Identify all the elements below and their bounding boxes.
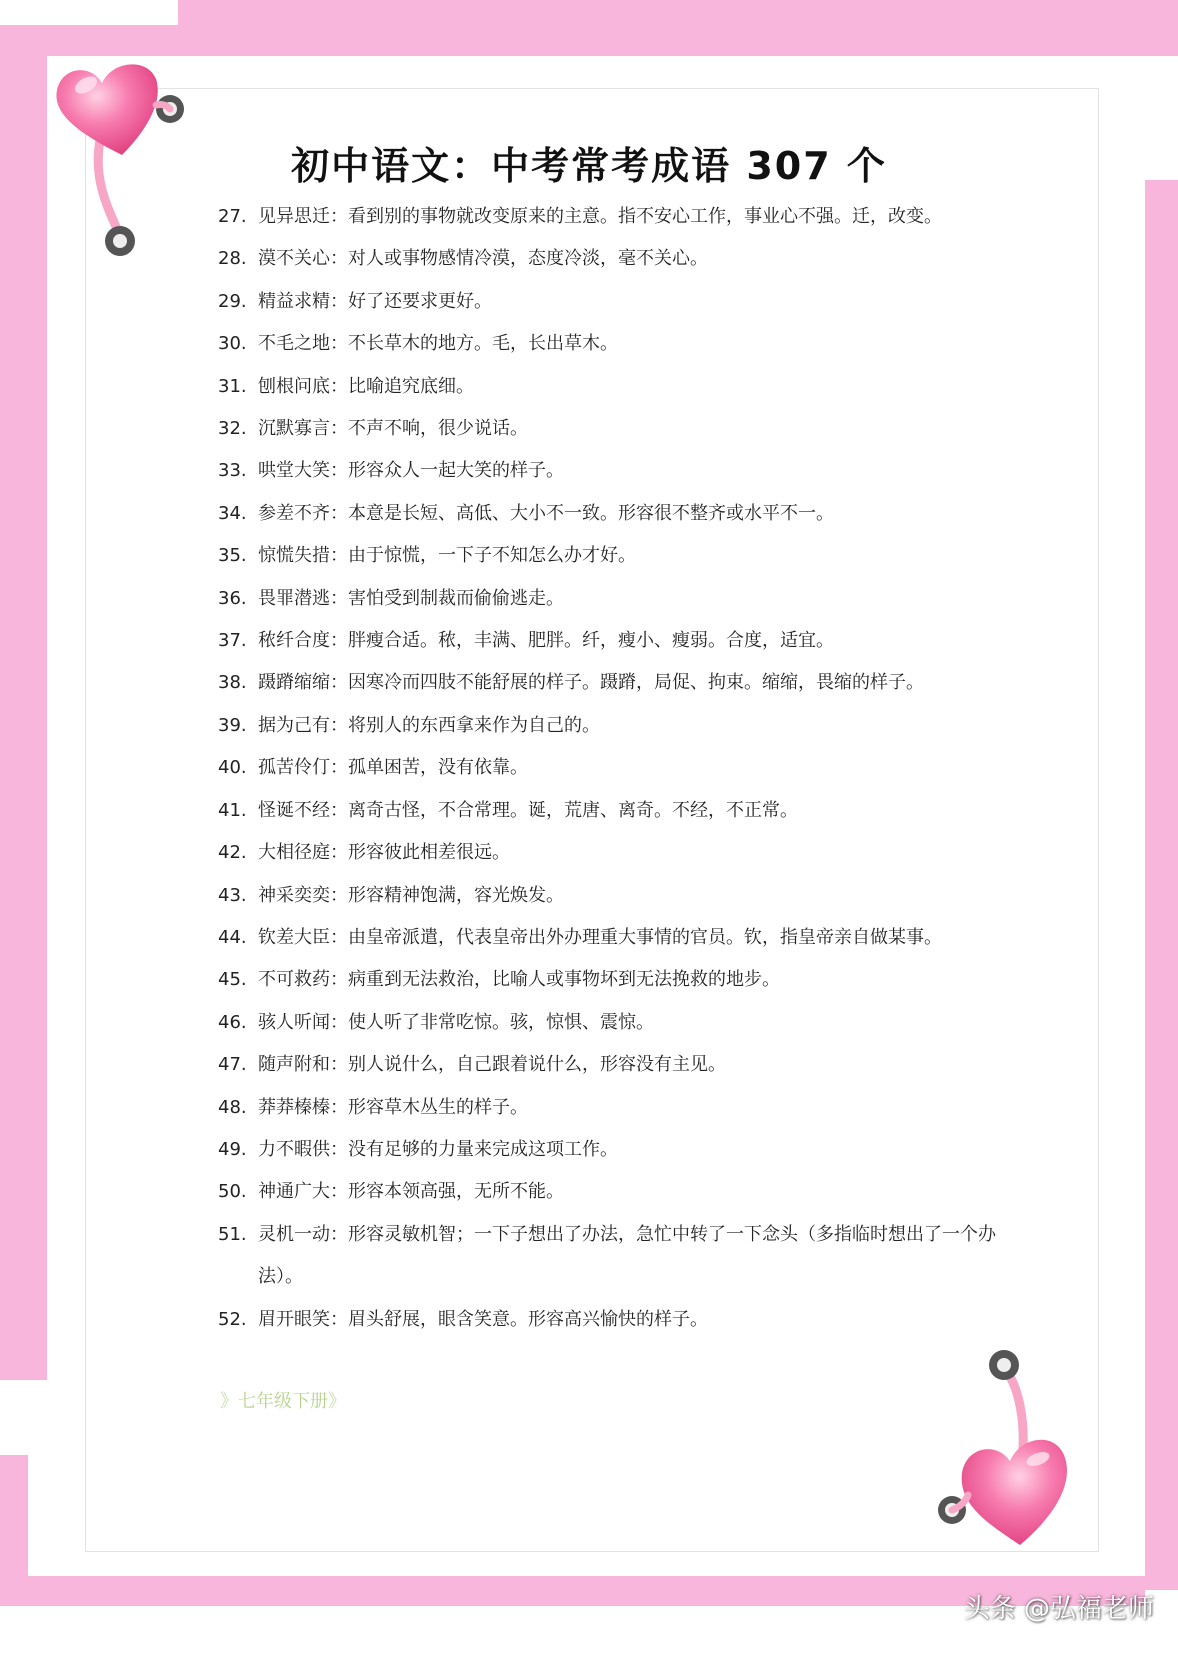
list-item bbox=[218, 493, 998, 535]
item-number: 31. bbox=[218, 375, 247, 397]
watermark: 头条 @弘福老师 bbox=[963, 1594, 1154, 1624]
list-item bbox=[218, 450, 998, 492]
item-text: 参差不齐：本意是长短、高低、大小不一致。形容很不整齐或水平不一。 bbox=[258, 502, 834, 524]
list-item bbox=[218, 662, 998, 704]
pink-band-right bbox=[1145, 180, 1178, 1590]
page-title: 初中语文：中考常考成语 307 个 bbox=[291, 144, 887, 188]
list-item bbox=[218, 917, 998, 959]
item-text: 莽莽榛榛：形容草木丛生的样子。 bbox=[258, 1096, 528, 1118]
item-text: 神通广大：形容本领高强，无所不能。 bbox=[258, 1181, 564, 1203]
item-text: 沉默寡言：不声不响，很少说话。 bbox=[258, 418, 528, 440]
section-tag: 》七年级下册》 bbox=[220, 1391, 346, 1412]
item-text: 见异思迁：看到别的事物就改变原来的主意。指不安心工作，事业心不强。迁，改变。 bbox=[258, 206, 942, 227]
item-text: 随声附和：别人说什么，自己跟着说什么，形容没有主见。 bbox=[258, 1054, 726, 1076]
item-text: 灵机一动：形容灵敏机智；一下子想出了办法，急忙中转了一下念头（多指临时想出了一个办法）。 bbox=[258, 1223, 996, 1288]
pink-band-left bbox=[0, 30, 47, 1380]
list-item bbox=[218, 747, 998, 789]
list-item bbox=[218, 323, 998, 365]
list-item bbox=[218, 578, 998, 620]
item-number: 35. bbox=[218, 545, 247, 567]
list-item bbox=[218, 281, 998, 323]
item-text: 惊慌失措：由于惊慌，一下子不知怎么办才好。 bbox=[258, 545, 636, 567]
item-text: 力不暇供：没有足够的力量来完成这项工作。 bbox=[258, 1138, 618, 1160]
item-text: 骇人听闻：使人听了非常吃惊。骇，惊惧、震惊。 bbox=[258, 1011, 654, 1033]
item-number: 36. bbox=[218, 587, 247, 609]
item-number: 43. bbox=[218, 884, 247, 906]
list-item bbox=[218, 620, 998, 662]
item-number: 33. bbox=[218, 460, 247, 482]
item-number: 34. bbox=[218, 502, 247, 524]
item-text: 畏罪潜逃：害怕受到制裁而偷偷逃走。 bbox=[258, 587, 564, 609]
item-number: 40. bbox=[218, 757, 247, 779]
list-item bbox=[218, 1299, 998, 1341]
item-number: 46. bbox=[218, 1011, 247, 1033]
list-item bbox=[218, 832, 998, 874]
item-text: 大相径庭：形容彼此相差很远。 bbox=[258, 842, 510, 864]
list-item bbox=[218, 366, 998, 408]
item-text: 刨根问底：比喻追究底细。 bbox=[258, 375, 474, 397]
item-text: 精益求精：好了还要求更好。 bbox=[258, 290, 492, 312]
item-text: 怪诞不经：离奇古怪，不合常理。诞，荒唐、离奇。不经，不正常。 bbox=[258, 799, 798, 821]
list-item bbox=[218, 1087, 998, 1129]
item-text: 哄堂大笑：形容众人一起大笑的样子。 bbox=[258, 460, 564, 482]
item-text: 眉开眼笑：眉头舒展，眼含笑意。形容高兴愉快的样子。 bbox=[258, 1308, 708, 1330]
item-text: 孤苦伶仃：孤单困苦，没有依靠。 bbox=[258, 757, 528, 779]
item-text: 蹑蹐缩缩：因寒冷而四肢不能舒展的样子。蹑蹐，局促、拘束。缩缩，畏缩的样子。 bbox=[258, 672, 924, 694]
item-text: 漠不关心：对人或事物感情冷漠，态度冷淡，毫不关心。 bbox=[258, 248, 708, 270]
item-number: 29. bbox=[218, 290, 247, 312]
item-number: 50. bbox=[218, 1181, 247, 1203]
item-text: 不毛之地：不长草木的地方。毛，长出草木。 bbox=[258, 333, 618, 355]
item-number: 48. bbox=[218, 1096, 247, 1118]
item-text: 据为己有：将别人的东西拿来作为自己的。 bbox=[258, 714, 600, 736]
item-text: 不可救药：病重到无法救治，比喻人或事物坏到无法挽救的地步。 bbox=[258, 969, 780, 991]
item-number: 47. bbox=[218, 1054, 247, 1076]
item-text: 神采奕奕：形容精神饱满，容光焕发。 bbox=[258, 884, 564, 906]
list-item bbox=[218, 1002, 998, 1044]
item-number: 37. bbox=[218, 630, 247, 652]
list-item bbox=[218, 959, 998, 1001]
item-number: 45. bbox=[218, 969, 247, 991]
item-number: 41. bbox=[218, 799, 247, 821]
item-text: 秾纤合度：胖瘦合适。秾，丰满、肥胖。纤，瘦小、瘦弱。合度，适宜。 bbox=[258, 630, 834, 652]
idiom-list bbox=[218, 196, 998, 1341]
pink-band-top bbox=[178, 0, 1178, 56]
list-item bbox=[218, 1044, 998, 1086]
item-number: 51. bbox=[218, 1223, 247, 1245]
item-number: 52. bbox=[218, 1308, 247, 1330]
list-item bbox=[218, 790, 998, 832]
list-item bbox=[218, 1214, 998, 1299]
item-text: 钦差大臣：由皇帝派遣，代表皇帝出外办理重大事情的官员。钦，指皇帝亲自做某事。 bbox=[258, 926, 942, 948]
item-number: 27. bbox=[218, 206, 247, 227]
item-number: 44. bbox=[218, 926, 247, 948]
list-item bbox=[218, 875, 998, 917]
item-number: 42. bbox=[218, 842, 247, 864]
list-item bbox=[218, 535, 998, 577]
item-number: 28. bbox=[218, 248, 247, 270]
item-number: 32. bbox=[218, 418, 247, 440]
item-number: 49. bbox=[218, 1138, 247, 1160]
list-item bbox=[218, 238, 998, 280]
list-item bbox=[218, 408, 998, 450]
pink-band-bottom-left bbox=[0, 1455, 28, 1606]
list-item bbox=[218, 705, 998, 747]
pink-band-top-left bbox=[0, 25, 178, 56]
item-number: 39. bbox=[218, 714, 247, 736]
heart-pin-icon bbox=[930, 1345, 1090, 1560]
item-number: 30. bbox=[218, 333, 247, 355]
list-item bbox=[218, 196, 998, 238]
list-item bbox=[218, 1129, 998, 1171]
list-item bbox=[218, 1171, 998, 1213]
item-number: 38. bbox=[218, 672, 247, 694]
